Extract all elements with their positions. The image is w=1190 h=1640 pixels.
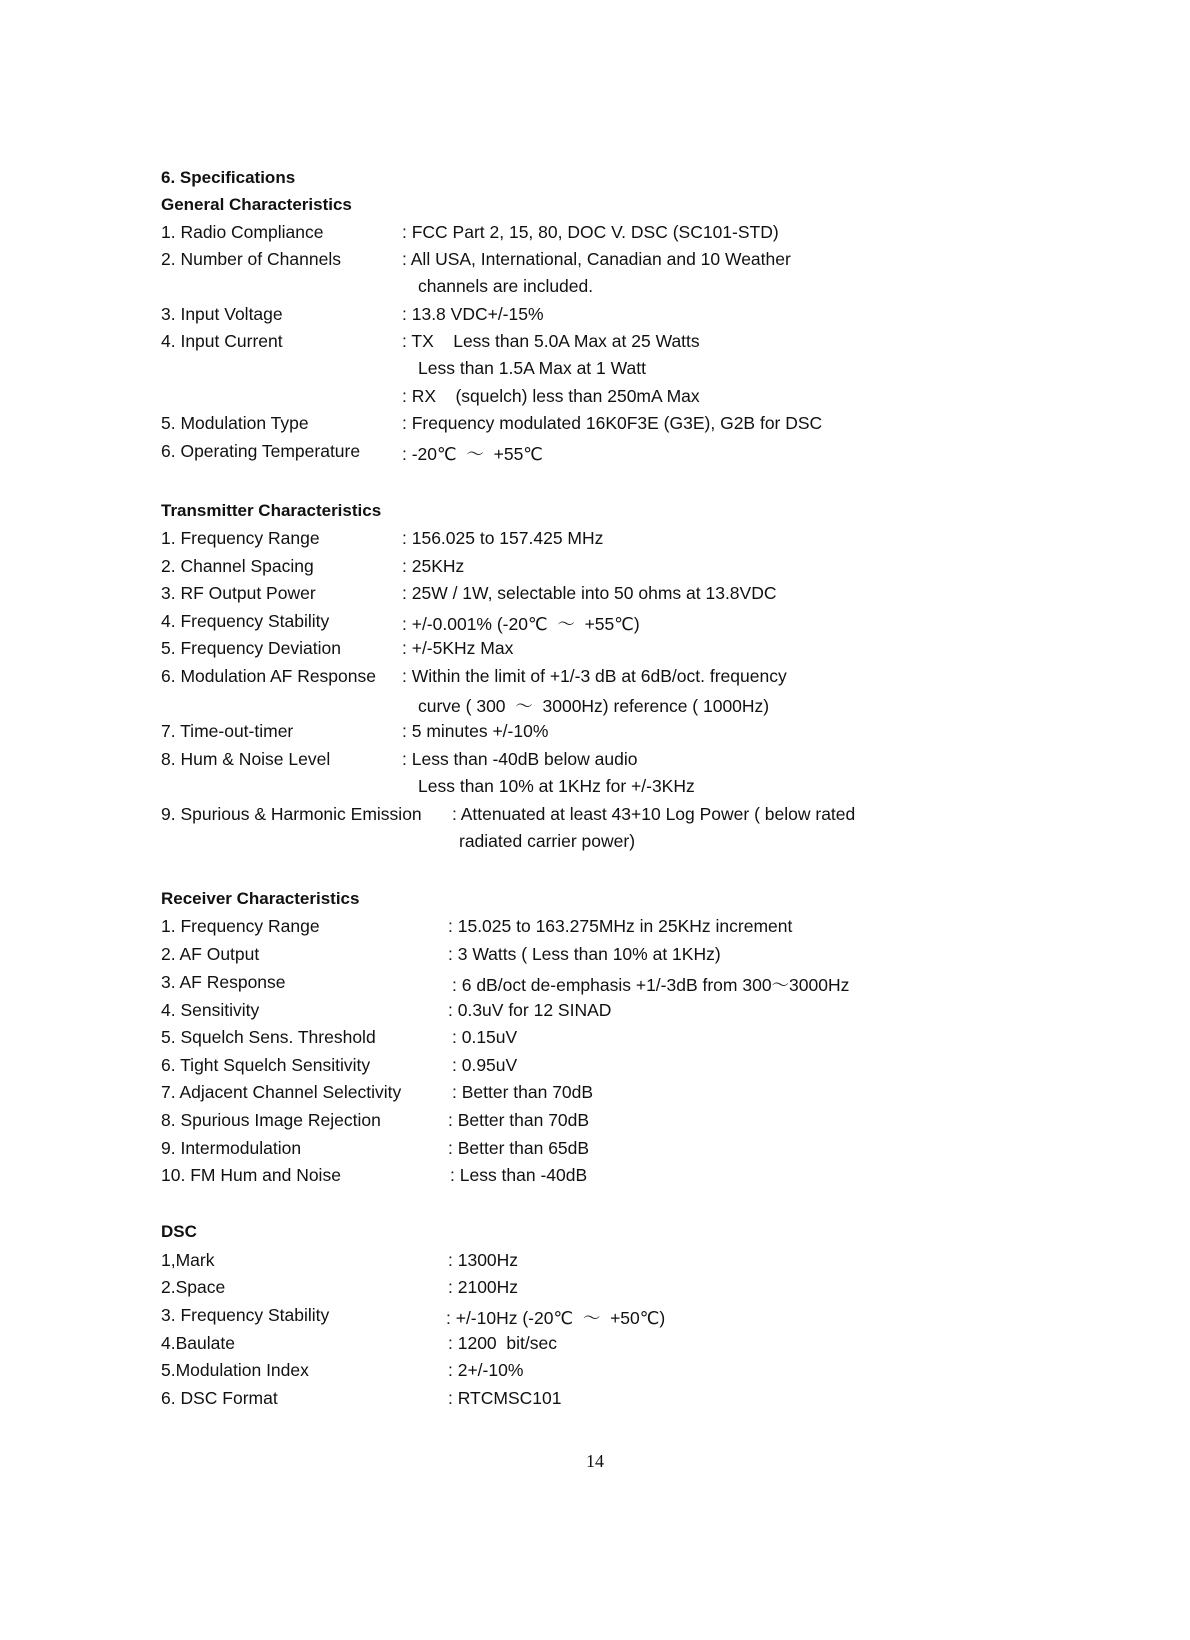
spec-label: 1. Frequency Range [161, 916, 320, 936]
spec-label: 3. Frequency Stability [161, 1305, 330, 1325]
spec-label: 4.Baulate [161, 1333, 235, 1353]
spec-label: 7. Time-out-timer [161, 721, 294, 741]
spec-label: 7. Adjacent Channel Selectivity [161, 1082, 402, 1102]
spec-value: : +/-5KHz Max [402, 638, 514, 658]
spec-value: : 15.025 to 163.275MHz in 25KHz increment [448, 916, 793, 936]
spec-label: 5. Modulation Type [161, 413, 309, 433]
spec-value: : 1200 bit/sec [448, 1333, 557, 1353]
spec-label: 1,Mark [161, 1250, 215, 1270]
spec-value: : 1300Hz [448, 1250, 519, 1270]
spec-label: 2.Space [161, 1277, 226, 1297]
spec-label: 10. FM Hum and Noise [161, 1165, 341, 1185]
spec-value: : 2+/-10% [448, 1360, 524, 1380]
spec-label: 6. Tight Squelch Sensitivity [161, 1055, 371, 1075]
spec-value-secondary: : RX (squelch) less than 250mA Max [402, 386, 700, 406]
spec-value: : 13.8 VDC+/-15% [402, 304, 544, 324]
spec-value: : -20℃ ～ +55℃ [402, 444, 543, 464]
spec-label: 5.Modulation Index [161, 1360, 309, 1380]
spec-value: : RTCMSC101 [448, 1388, 562, 1408]
spec-label: 1. Radio Compliance [161, 222, 324, 242]
page-number: 14 [586, 1451, 604, 1471]
spec-value: : 0.95uV [452, 1055, 518, 1075]
spec-label: 6. Modulation AF Response [161, 666, 376, 686]
spec-label: 2. AF Output [161, 944, 260, 964]
spec-label: 8. Hum & Noise Level [161, 749, 331, 769]
spec-value: : 25W / 1W, selectable into 50 ohms at 13.8VDC [402, 583, 777, 603]
spec-value-continuation: Less than 10% at 1KHz for +/-3KHz [418, 776, 695, 796]
spec-value: : 2100Hz [448, 1277, 519, 1297]
spec-value-continuation: curve ( 300 ～ 3000Hz) reference ( 1000Hz) [418, 696, 770, 716]
spec-label: 9. Intermodulation [161, 1138, 302, 1158]
spec-label: 3. RF Output Power [161, 583, 316, 603]
spec-value: : Better than 65dB [448, 1138, 590, 1158]
spec-label: 6. DSC Format [161, 1388, 278, 1408]
dsc-heading: DSC [161, 1222, 197, 1241]
spec-value: : Better than 70dB [448, 1110, 590, 1130]
spec-value: : All USA, International, Canadian and 10 Weather [402, 249, 791, 269]
page-title: 6. Specifications [161, 168, 296, 187]
spec-value: : TX Less than 5.0A Max at 25 Watts [402, 331, 700, 351]
spec-label: 1. Frequency Range [161, 528, 320, 548]
spec-value: : 5 minutes +/-10% [402, 721, 549, 741]
spec-value: : 156.025 to 157.425 MHz [402, 528, 604, 548]
spec-label: 5. Squelch Sens. Threshold [161, 1027, 376, 1047]
spec-value: : 3 Watts ( Less than 10% at 1KHz) [448, 944, 721, 964]
spec-label: 4. Sensitivity [161, 1000, 260, 1020]
spec-label: 8. Spurious Image Rejection [161, 1110, 381, 1130]
spec-value: : Frequency modulated 16K0F3E (G3E), G2B for DSC [402, 413, 823, 433]
spec-value-continuation: channels are included. [418, 276, 594, 296]
spec-label: 2. Channel Spacing [161, 556, 314, 576]
spec-value: : Better than 70dB [452, 1082, 594, 1102]
spec-value: : +/-10Hz (-20℃ ～ +50℃) [446, 1308, 666, 1328]
spec-value: : +/-0.001% (-20℃ ～ +55℃) [402, 614, 640, 634]
spec-value: : Attenuated at least 43+10 Log Power ( below rated [452, 804, 856, 824]
spec-label: 9. Spurious & Harmonic Emission [161, 804, 422, 824]
spec-value: : 0.15uV [452, 1027, 518, 1047]
spec-value-continuation: Less than 1.5A Max at 1 Watt [418, 358, 646, 378]
spec-label: 3. Input Voltage [161, 304, 283, 324]
spec-label: 5. Frequency Deviation [161, 638, 341, 658]
spec-value: : Less than -40dB below audio [402, 749, 638, 769]
general-heading: General Characteristics [161, 195, 352, 214]
spec-value: : Within the limit of +1/-3 dB at 6dB/oct. frequency [402, 666, 787, 686]
spec-label: 6. Operating Temperature [161, 441, 361, 461]
spec-value-continuation: radiated carrier power) [459, 831, 636, 851]
spec-value: : 25KHz [402, 556, 465, 576]
spec-value: : Less than -40dB [450, 1165, 588, 1185]
receiver-heading: Receiver Characteristics [161, 889, 360, 908]
spec-label: 4. Frequency Stability [161, 611, 330, 631]
spec-label: 4. Input Current [161, 331, 283, 351]
spec-value: : 6 dB/oct de-emphasis +1/-3dB from 300～3000Hz [452, 975, 850, 995]
transmitter-heading: Transmitter Characteristics [161, 501, 382, 520]
spec-value: : FCC Part 2, 15, 80, DOC V. DSC (SC101-STD) [402, 222, 779, 242]
spec-label: 2. Number of Channels [161, 249, 341, 269]
spec-value: : 0.3uV for 12 SINAD [448, 1000, 612, 1020]
spec-label: 3. AF Response [161, 972, 286, 992]
